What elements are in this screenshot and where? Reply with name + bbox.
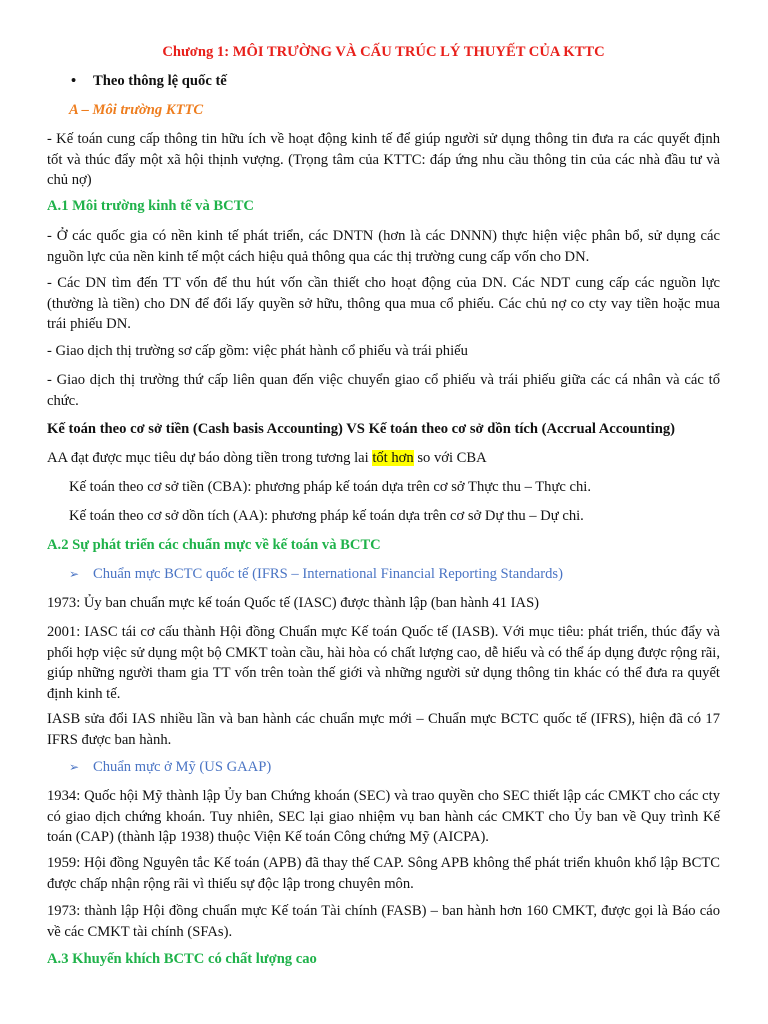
paragraph-primary-market: - Giao dịch thị trường sơ cấp gồm: việc phát hành cổ phiếu và trái phiếu [47,343,468,359]
bullet-dot-icon: • [71,73,77,89]
section-a2-heading: A.2 Sự phát triển các chuẩn mực về kế toán và BCTC [47,537,381,553]
paragraph-iasb-ifrs: IASB sửa đổi IAS nhiều lần và ban hành các chuẩn mực mới – Chuẩn mực BCTC quốc tế (IFRS), hiện đã có 17 IFRS được ban hành. [47,711,720,748]
chapter-title: Chương 1: MÔI TRƯỜNG VÀ CẤU TRÚC LÝ THUYẾT CỦA KTTC [162,44,605,60]
ifrs-subheading [69,564,742,585]
cba-definition: Kế toán theo cơ sở tiền (CBA): phương pháp kế toán dựa trên cơ sở Thực thu – Thực chi. [69,479,591,495]
paragraph-accounting-purpose: - Kế toán cung cấp thông tin hữu ích về hoạt động kinh tế để giúp người sử dụng thông tin đưa ra các quyết định tốt và thúc đẩy một xã hội thịnh vượng. (Trọng tâm của KTTC: đáp ứng nhu cầu thông tin của các nhà đầu tư và chủ nợ) [47,131,720,188]
ifrs-subheading-label: Chuẩn mực BCTC quốc tế (IFRS – International Financial Reporting Standards) [93,566,563,582]
section-a-heading: A – Môi trường KTTC [69,102,204,118]
paragraph-1959-apb: 1959: Hội đồng Nguyên tắc Kế toán (APB) đã thay thế CAP. Sông APB không thể phát triển khuôn khổ lập BCTC được chấp nhận rộng rãi vì thiếu sự độc lập trong chuyên môn. [47,855,720,892]
paragraph-1934-sec: 1934: Quốc hội Mỹ thành lập Ủy ban Chứng khoán (SEC) và trao quyền cho SEC thiết lập các CMKT cho các cty có giao dịch chứng khoán. Tuy nhiên, SEC lại giao nhiệm vụ ban hành các CMKT cho Ủy ban về Quy trình Kế toán (CAP) (thành lập 1938) thuộc Viện Kế toán Công chứng Mỹ (AICPA). [47,788,720,845]
arrow-right-icon: ➢ [69,760,80,774]
arrow-right-icon: ➢ [69,567,80,581]
paragraph-1973-iasc: 1973: Ủy ban chuẩn mực kế toán Quốc tế (IASC) được thành lập (ban hành 41 IAS) [47,595,540,611]
section-a3-heading: A.3 Khuyến khích BCTC có chất lượng cao [47,951,317,967]
bullet-item [71,72,227,91]
paragraph-capital-market: - Các DN tìm đến TT vốn để thu hút vốn cần thiết cho hoạt động của DN. Các NDT cung cấp các nguồn lực (thường là tiền) cho DN để đổi lấy quyền sở hữu, thông qua mua cổ phiếu. Các chủ nợ co cty vay tiền hoặc mua trái phiếu DN. [47,275,720,332]
paragraph-2001-iasb: 2001: IASC tái cơ cấu thành Hội đồng Chuẩn mực Kế toán Quốc tế (IASB). Với mục tiêu: phát triển, thúc đẩy và phối hợp việc sử dụng một bộ CMKT toàn cầu, hài hòa có chất lượng cao, dễ hiểu và có thể áp dụng được rộng rãi, giúp những người tham gia TT vốn trên toàn thế giới và những người sử dụng thông tin khác có thể đưa ra quyết định kinh tế. [47,624,720,702]
bullet-label: Theo thông lệ quốc tế [93,73,227,89]
highlighted-text: tốt hơn [372,450,414,466]
aa-definition: Kế toán theo cơ sở dồn tích (AA): phương pháp kế toán dựa trên cơ sở Dự thu – Dự chi. [69,508,584,524]
paragraph-economy-resources: - Ở các quốc gia có nền kinh tế phát triển, các DNTN (hơn là các DNNN) thực hiện việc phân bổ, sử dụng các nguồn lực của nền kinh tế một cách hiệu quả thông qua các thị trường cung cấp vốn cho DN. [47,228,720,265]
aa-sentence [47,448,720,469]
us-gaap-subheading-label: Chuẩn mực ở Mỹ (US GAAP) [93,759,272,775]
aa-sentence-before: AA đạt được mục tiêu dự báo dòng tiền trong tương lai [47,450,373,466]
aa-sentence-after: so với CBA [413,450,487,466]
section-a1-heading: A.1 Môi trường kinh tế và BCTC [47,198,254,214]
paragraph-secondary-market: - Giao dịch thị trường thứ cấp liên quan đến việc chuyển giao cổ phiếu và trái phiếu giữa các cá nhân và các tổ chức. [47,372,720,409]
cash-vs-accrual-heading: Kế toán theo cơ sở tiền (Cash basis Accounting) VS Kế toán theo cơ sở dồn tích (Accrual Accounting) [47,421,675,437]
paragraph-1973-fasb: 1973: thành lập Hội đồng chuẩn mực Kế toán Tài chính (FASB) – ban hành hơn 160 CMKT, được gọi là Báo cáo về các CMKT tài chính (SFAs). [47,903,720,940]
us-gaap-subheading [69,757,742,778]
